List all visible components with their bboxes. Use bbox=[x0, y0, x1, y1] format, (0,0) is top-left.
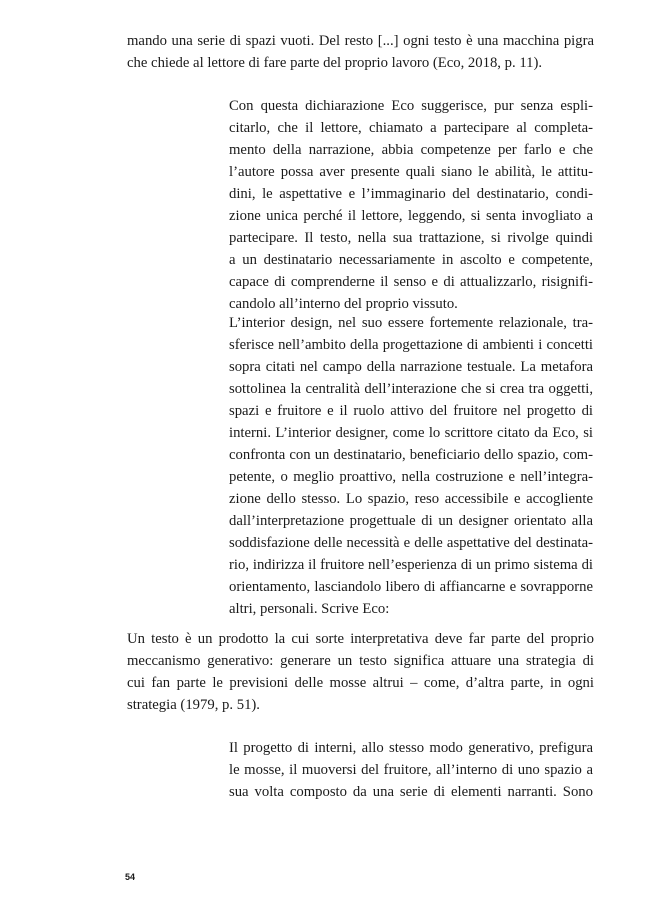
body-paragraph bbox=[229, 737, 593, 803]
text-line: sua volta composto da una serie di elementi narranti. Sono bbox=[229, 784, 593, 800]
text-line: spazi e fruitore e il ruolo attivo del fruitore nel progetto di bbox=[229, 403, 593, 419]
text-line: Un testo è un prodotto la cui sorte interpretativa deve far parte del proprio bbox=[127, 631, 594, 647]
text-line: citarlo, che il lettore, chiamato a partecipare al completa- bbox=[229, 120, 593, 136]
text-line: Il progetto di interni, allo stesso modo generativo, prefigura bbox=[229, 740, 593, 756]
text-line: le mosse, il muoversi del fruitore, all’interno di uno spazio a bbox=[229, 762, 593, 778]
text-line: meccanismo generativo: generare un testo significa attuare una strategia di bbox=[127, 653, 594, 669]
block-quote-eco bbox=[127, 628, 594, 716]
text-line: mento della narrazione, abbia competenze per farlo e che bbox=[229, 142, 593, 158]
text-line: L’interior design, nel suo essere fortemente relazionale, tra- bbox=[229, 315, 593, 331]
text-line: cui fan parte le previsioni delle mosse altrui – come, d’altra parte, in ogni bbox=[127, 675, 594, 691]
text-line: dall’interpretazione progettuale di un designer orientato alla bbox=[229, 513, 593, 529]
text-line: a un destinatario necessariamente in ascolto e competente, bbox=[229, 252, 593, 268]
text-line: sottolinea la centralità dell’interazione che si crea tra oggetti, bbox=[229, 381, 593, 397]
text-line: zione unica perché il lettore, leggendo, si senta invogliato a bbox=[229, 208, 593, 224]
text-line: l’autore possa aver presente quali siano le abilità, le attitu- bbox=[229, 164, 593, 180]
body-paragraph bbox=[229, 312, 593, 620]
block-quote-top bbox=[127, 30, 594, 74]
text-line: partecipare. Il testo, nella sua trattazione, si rivolge quindi bbox=[229, 230, 593, 246]
text-line: capace di comprenderne il senso e di attualizzarlo, risignifi- bbox=[229, 274, 593, 290]
text-line: dini, le aspettative e l’immaginario del destinatario, condi- bbox=[229, 186, 593, 202]
text-line: rio, indirizza il fruitore nell’esperienza di un primo sistema di bbox=[229, 557, 593, 573]
body-paragraph bbox=[229, 95, 593, 315]
text-line: sopra citati nel campo della narrazione testuale. La metafora bbox=[229, 359, 593, 375]
text-line: strategia (1979, p. 51). bbox=[127, 697, 260, 713]
text-line: candolo all’interno del proprio vissuto. bbox=[229, 296, 458, 312]
text-line: altri, personali. Scrive Eco: bbox=[229, 601, 390, 617]
text-line: petente, o meglio proattivo, nella costruzione e nell’integra- bbox=[229, 469, 593, 485]
page-number: 54 bbox=[125, 872, 136, 882]
text-line: orientamento, lasciandolo libero di affiancarne e sovrapporne bbox=[229, 579, 593, 595]
text-line: zione dello stesso. Lo spazio, reso accessibile e accogliente bbox=[229, 491, 593, 507]
text-line: confronta con un destinatario, beneficiario dello spazio, com- bbox=[229, 447, 593, 463]
text-line: sferisce nell’ambito della progettazione di ambienti i concetti bbox=[229, 337, 593, 353]
text-line: soddisfazione delle necessità e delle aspettative del destinata- bbox=[229, 535, 593, 551]
text-line: interni. L’interior designer, come lo scrittore citato da Eco, si bbox=[229, 425, 593, 441]
text-line: che chiede al lettore di fare parte del proprio lavoro (Eco, 2018, p. 11). bbox=[127, 55, 543, 71]
text-line: Con questa dichiarazione Eco suggerisce, pur senza espli- bbox=[229, 98, 593, 114]
text-line: mando una serie di spazi vuoti. Del resto [...] ogni testo è una macchina pigra bbox=[127, 33, 594, 49]
